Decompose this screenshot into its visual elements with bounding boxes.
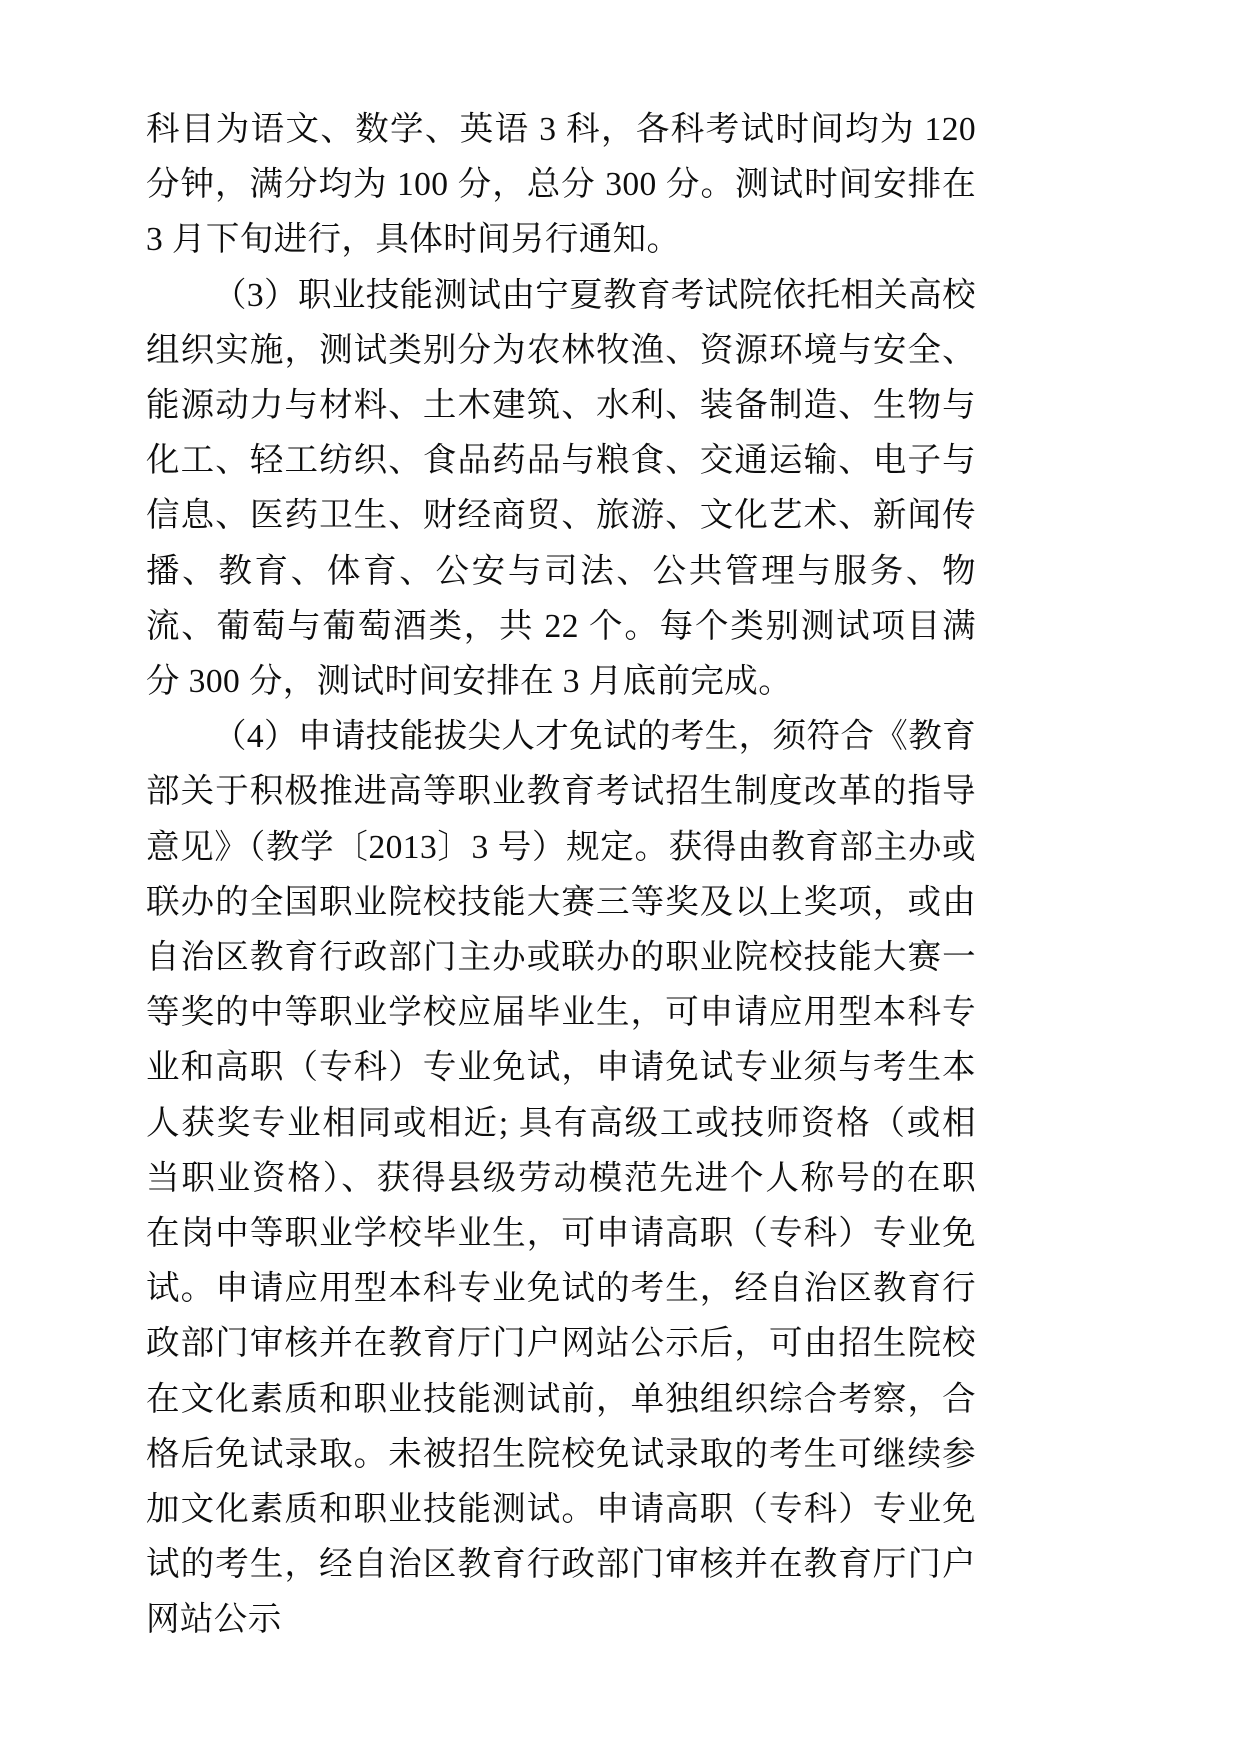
paragraph-item-4: （4）申请技能拔尖人才免试的考生，须符合《教育部关于积极推进高等职业教育考试招生制度改革的指导意见》（教学〔2013〕3 号）规定。获得由教育部主办或联办的全国职业院校技能大赛三等奖及以上奖项，或由自治区教育行政部门主办或联办的职业院校技能大赛一等奖的中等职业学校应届毕业生，可申请应用型本科专业和高职（专科）专业免试，申请免试专业须与考生本人获奖专业相同或相近; 具有高级工或技师资格（或相当职业资格）、获得县级劳动模范先进个人称号的在职在岗中等职业学校毕业生，可申请高职（专科）专业免试。申请应用型本科专业免试的考生，经自治区教育行政部门审核并在教育厅门户网站公示后，可由招生院校在文化素质和职业技能测试前，单独组织综合考察，合格后免试录取。未被招生院校免试录取的考生可继续参加文化素质和职业技能测试。申请高职（专科）专业免试的考生，经自治区教育行政部门审核并在教育厅门户网站公示 (146, 718, 976, 1639)
paragraph-item-3: （3）职业技能测试由宁夏教育考试院依托相关高校组织实施，测试类别分为农林牧渔、资源环境与安全、能源动力与材料、土木建筑、水利、装备制造、生物与化工、轻工纺织、食品药品与粮食、交通运输、电子与信息、医药卫生、财经商贸、旅游、文化艺术、新闻传播、教育、体育、公安与司法、公共管理与服务、物流、葡萄与葡萄酒类，共 22 个。每个类别测试项目满分 300 分，测试时间安排在 3 月底前完成。 (146, 276, 976, 701)
paragraph-continued: 科目为语文、数学、英语 3 科，各科考试时间均为 120 分钟，满分均为 100 分，总分 300 分。测试时间安排在 3 月下旬进行，具体时间另行通知。 (146, 111, 976, 259)
document-body (146, 102, 976, 1648)
